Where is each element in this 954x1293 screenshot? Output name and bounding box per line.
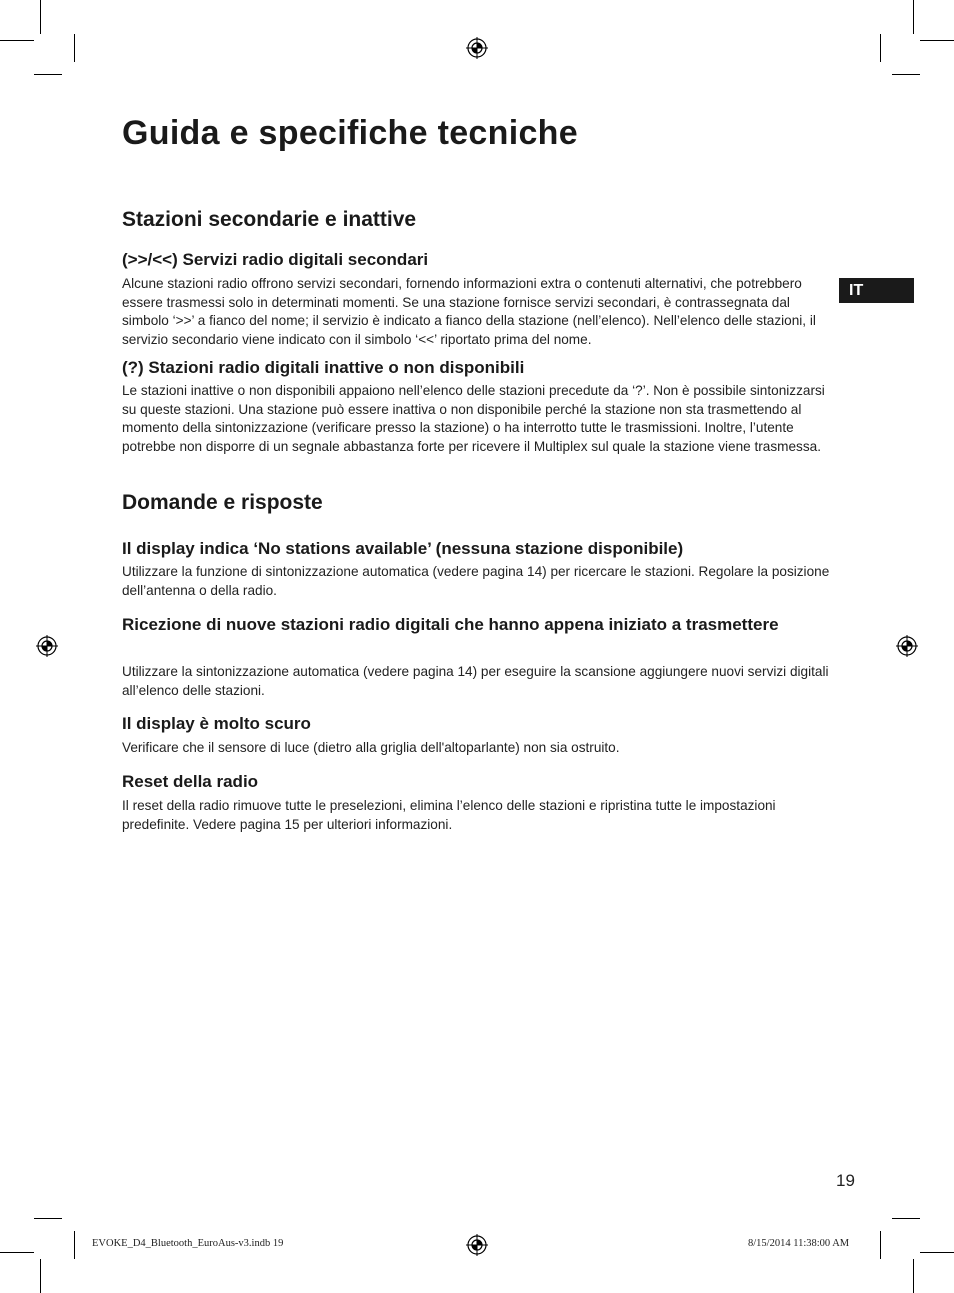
section-heading: Domande e risposte (122, 491, 323, 514)
subsection-heading: (?) Stazioni radio digitali inattive o non disponibili (122, 358, 525, 377)
paragraph: Verificare che il sensore di luce (dietro alla griglia dell'altoparlante) non sia ostruito. (122, 740, 620, 755)
registration-mark-icon (36, 635, 58, 657)
paragraph: Alcune stazioni radio offrono servizi secondari, fornendo informazioni extra o contenuti alternativi, che potrebbero essere trasmessi solo in determinati momenti. Se una stazione fornisce servizi secondari, è contrassegnata dal simbolo ‘>>’ a fianco del nome; il servizio è indicato a fianco della stazione (nell’elenco). Nell’elenco delle stazioni, il servizio secondario viene indicato con il simbolo ‘<<’ riportato prima del nome. (122, 276, 816, 347)
paragraph: Utilizzare la sintonizzazione automatica (vedere pagina 14) per eseguire la scansione aggiungere nuovi servizi digitali all’elenco delle stazioni. (122, 664, 829, 698)
subsection-heading: Il display indica ‘No stations available’ (nessuna stazione disponibile) (122, 539, 684, 558)
paragraph: Il reset della radio rimuove tutte le preselezioni, elimina l’elenco delle stazioni e ripristina tutte le impostazioni predefinite. Vedere pagina 15 per ulteriori informazioni. (122, 798, 776, 832)
crop-mark (892, 1218, 920, 1219)
footer-file-slug: EVOKE_D4_Bluetooth_EuroAus-v3.indb 19 (92, 1238, 284, 1249)
paragraph: Le stazioni inattive o non disponibili appaiono nell’elenco delle stazioni precedute da ‘?’. Non è possibile sintonizzarsi su queste stazioni. Una stazione può essere inattiva o non disponibile perché la stazione non sta trasmettendo al momento della sintonizzazione (verificare presso la stazione) o ha interrotto tutte le trasmissioni. Inoltre, l’utente potrebbe non disporre di un segnale abbastanza forte per ricevere il Multiplex sul quale la stazione viene trasmessa. (122, 383, 825, 454)
crop-mark (0, 1252, 34, 1253)
crop-mark (34, 1218, 62, 1219)
language-tab: IT (839, 278, 914, 303)
crop-mark (892, 74, 920, 75)
registration-mark-icon (896, 635, 918, 657)
subsection-heading: Reset della radio (122, 772, 259, 791)
crop-mark (40, 1259, 41, 1293)
page-number: 19 (836, 1171, 855, 1190)
subsection-heading: Il display è molto scuro (122, 714, 311, 733)
crop-mark (74, 34, 75, 62)
crop-mark (0, 40, 34, 41)
crop-mark (34, 74, 62, 75)
section-heading: Stazioni secondarie e inattive (122, 208, 417, 231)
crop-mark (913, 1259, 914, 1293)
subsection-heading: (>>/<<) Servizi radio digitali secondari (122, 250, 429, 269)
crop-mark (920, 40, 954, 41)
crop-mark (40, 0, 41, 34)
crop-mark (880, 1231, 881, 1259)
crop-mark (880, 34, 881, 62)
footer-timestamp: 8/15/2014 11:38:00 AM (748, 1238, 850, 1249)
registration-mark-icon (466, 37, 488, 59)
subsection-heading: Ricezione di nuove stazioni radio digitali che hanno appena iniziato a trasmettere (122, 615, 779, 634)
registration-mark-icon (466, 1234, 488, 1256)
crop-mark (920, 1252, 954, 1253)
page-title: Guida e specifiche tecniche (122, 114, 578, 152)
crop-mark (74, 1231, 75, 1259)
paragraph: Utilizzare la funzione di sintonizzazione automatica (vedere pagina 14) per ricercare le stazioni. Regolare la posizione dell’antenna o della radio. (122, 564, 830, 598)
crop-mark (913, 0, 914, 34)
